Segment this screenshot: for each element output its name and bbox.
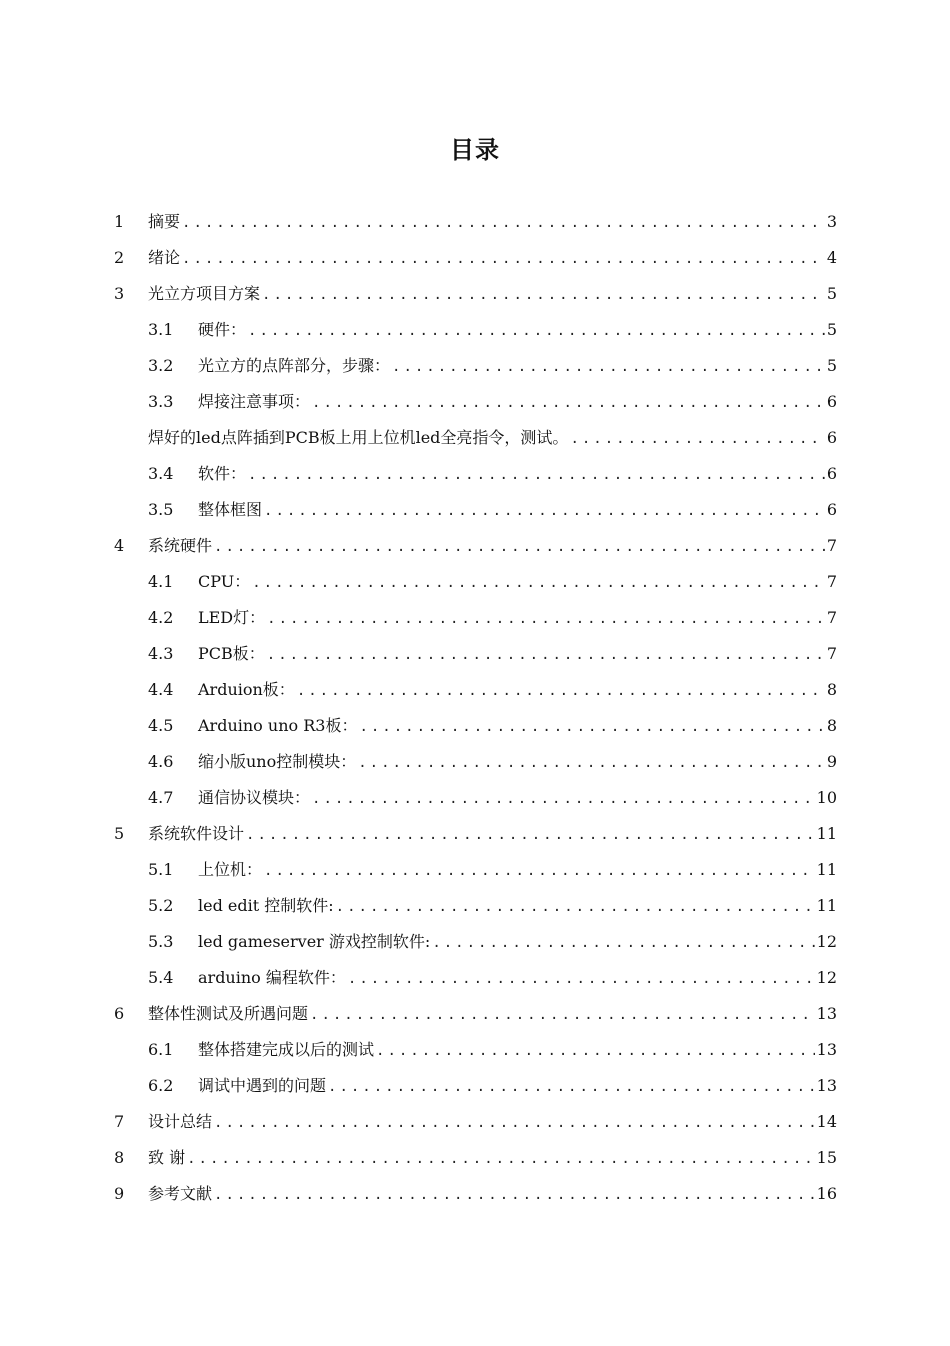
toc-entry-number: 4.5 <box>148 716 174 735</box>
toc-entry-title: 硬件： <box>198 320 247 339</box>
toc-entry-page-number: 6 <box>826 500 837 519</box>
toc-entry-number: 6 <box>114 1004 125 1023</box>
toc-entry[interactable] <box>110 348 837 384</box>
toc-entry-title: 上位机： <box>198 860 263 879</box>
toc-dot-leader <box>246 817 815 853</box>
toc-dot-leader <box>312 385 825 421</box>
toc-entry-number: 9 <box>114 1184 125 1203</box>
toc-entry[interactable] <box>110 924 837 960</box>
toc-dot-leader <box>432 925 814 961</box>
toc-entry-number: 7 <box>114 1112 125 1131</box>
toc-dot-leader <box>264 493 825 529</box>
toc-entry-number: 4.7 <box>148 788 174 807</box>
toc-dot-leader <box>182 241 825 277</box>
toc-entry-page-number: 12 <box>816 968 837 987</box>
toc-entry-number: 2 <box>114 248 125 267</box>
toc-entry[interactable] <box>110 492 837 528</box>
toc-dot-leader <box>336 889 815 925</box>
toc-entry[interactable] <box>110 456 837 492</box>
toc-entry-title: 绪论 <box>148 248 181 267</box>
toc-entry-page-number: 9 <box>826 752 837 771</box>
toc-entry-page-number: 12 <box>816 932 837 951</box>
toc-entry-title: 焊好的led点阵插到PCB板上用上位机led全亮指令，测试。 <box>148 428 569 447</box>
toc-entry[interactable] <box>110 780 837 816</box>
toc-entry-title: CPU： <box>198 572 251 591</box>
toc-entry-number: 1 <box>114 212 125 231</box>
toc-dot-leader <box>187 1141 815 1177</box>
toc-dot-leader <box>570 421 824 457</box>
toc-entry[interactable] <box>110 744 837 780</box>
toc-entry-page-number: 5 <box>826 320 837 339</box>
toc-entry-title: 整体性测试及所遇问题 <box>148 1004 309 1023</box>
toc-entry-page-number: 13 <box>816 1076 837 1095</box>
toc-title: 目录 <box>450 136 500 164</box>
toc-dot-leader <box>358 745 825 781</box>
toc-entry-number: 5.1 <box>148 860 174 879</box>
toc-entry-title: 摘要 <box>148 212 181 231</box>
toc-entry-page-number: 8 <box>826 680 837 699</box>
toc-entry-page-number: 11 <box>816 824 837 843</box>
toc-dot-leader <box>214 1105 815 1141</box>
toc-entry-page-number: 16 <box>816 1184 837 1203</box>
toc-entry[interactable] <box>110 996 837 1032</box>
toc-entry-number: 4.3 <box>148 644 174 663</box>
toc-list <box>110 204 837 1212</box>
toc-entry-title: PCB板： <box>198 644 265 663</box>
toc-entry-page-number: 15 <box>816 1148 837 1167</box>
toc-entry-page-number: 14 <box>816 1112 837 1131</box>
toc-entry-title: 焊接注意事项： <box>198 392 311 411</box>
toc-entry-page-number: 7 <box>826 536 837 555</box>
toc-entry[interactable] <box>110 708 837 744</box>
toc-entry-title: 光立方项目方案 <box>148 284 261 303</box>
toc-entry-number: 8 <box>114 1148 125 1167</box>
toc-entry-page-number: 7 <box>826 572 837 591</box>
toc-entry[interactable] <box>110 528 837 564</box>
toc-entry-title: 设计总结 <box>148 1112 213 1131</box>
toc-entry-title: Arduino uno R3板： <box>198 716 358 735</box>
toc-entry-page-number: 6 <box>826 392 837 411</box>
toc-entry-number: 5 <box>114 824 125 843</box>
toc-entry-number: 4.6 <box>148 752 174 771</box>
toc-dot-leader <box>264 853 815 889</box>
toc-dot-leader <box>267 637 825 673</box>
toc-entry[interactable] <box>110 276 837 312</box>
toc-entry-page-number: 10 <box>816 788 837 807</box>
toc-entry-page-number: 13 <box>816 1004 837 1023</box>
toc-entry[interactable] <box>110 564 837 600</box>
toc-entry-number: 5.3 <box>148 932 174 951</box>
toc-dot-leader <box>267 601 825 637</box>
toc-entry-page-number: 13 <box>816 1040 837 1059</box>
toc-dot-leader <box>252 565 825 601</box>
toc-entry-title: 通信协议模块： <box>198 788 311 807</box>
toc-entry-number: 3.1 <box>148 320 174 339</box>
toc-dot-leader <box>297 673 825 709</box>
toc-entry[interactable] <box>110 1104 837 1140</box>
toc-entry-number: 4.1 <box>148 572 174 591</box>
toc-dot-leader <box>214 1177 815 1213</box>
toc-entry-page-number: 7 <box>826 644 837 663</box>
toc-entry-number: 3.3 <box>148 392 174 411</box>
toc-entry-page-number: 7 <box>826 608 837 627</box>
toc-entry-title: 光立方的点阵部分，步骤： <box>198 356 391 375</box>
toc-dot-leader <box>182 205 825 241</box>
toc-entry[interactable] <box>110 1176 837 1212</box>
toc-entry-page-number: 5 <box>826 356 837 375</box>
toc-entry-page-number: 11 <box>816 860 837 879</box>
toc-dot-leader <box>328 1069 815 1105</box>
toc-dot-leader <box>376 1033 815 1069</box>
toc-entry[interactable] <box>110 888 837 924</box>
toc-entry-page-number: 4 <box>826 248 837 267</box>
toc-entry-title: LED灯： <box>198 608 266 627</box>
toc-entry-number: 3 <box>114 284 125 303</box>
toc-dot-leader <box>262 277 825 313</box>
toc-entry-page-number: 3 <box>826 212 837 231</box>
toc-dot-leader <box>310 997 815 1033</box>
toc-entry-title: 参考文献 <box>148 1184 213 1203</box>
toc-entry-number: 4.4 <box>148 680 174 699</box>
toc-entry-title: arduino 编程软件： <box>198 968 346 987</box>
toc-dot-leader <box>248 457 825 493</box>
toc-entry-number: 6.2 <box>148 1076 174 1095</box>
toc-entry[interactable] <box>110 384 837 420</box>
toc-entry[interactable] <box>110 312 837 348</box>
toc-entry-page-number: 6 <box>826 464 837 483</box>
toc-entry[interactable] <box>110 960 837 996</box>
toc-entry-title: 软件： <box>198 464 247 483</box>
toc-entry-number: 3.5 <box>148 500 174 519</box>
toc-entry-page-number: 11 <box>816 896 837 915</box>
toc-dot-leader <box>359 709 824 745</box>
toc-entry-page-number: 8 <box>826 716 837 735</box>
toc-entry-title: led edit 控制软件: <box>198 896 334 915</box>
toc-entry-number: 5.4 <box>148 968 174 987</box>
toc-entry[interactable] <box>110 240 837 276</box>
toc-dot-leader <box>392 349 825 385</box>
toc-entry[interactable] <box>110 1140 837 1176</box>
toc-entry-title: 致 谢 <box>148 1148 186 1167</box>
toc-entry[interactable] <box>110 852 837 888</box>
toc-entry-number: 3.4 <box>148 464 174 483</box>
toc-entry[interactable] <box>110 600 837 636</box>
toc-entry-number: 5.2 <box>148 896 174 915</box>
toc-entry-page-number: 5 <box>826 284 837 303</box>
toc-entry[interactable] <box>110 204 837 240</box>
toc-entry-title: 缩小版uno控制模块： <box>198 752 357 771</box>
toc-dot-leader <box>348 961 815 997</box>
toc-entry-title: 整体搭建完成以后的测试 <box>198 1040 375 1059</box>
toc-entry[interactable] <box>110 816 837 852</box>
toc-entry-number: 6.1 <box>148 1040 174 1059</box>
toc-dot-leader <box>312 781 815 817</box>
toc-entry[interactable] <box>110 1068 837 1104</box>
toc-entry[interactable] <box>110 672 837 708</box>
toc-entry-title: 系统硬件 <box>148 536 213 555</box>
toc-entry-title: 整体框图 <box>198 500 263 519</box>
toc-entry[interactable] <box>110 1032 837 1068</box>
toc-entry-title: led gameserver 游戏控制软件: <box>198 932 431 951</box>
toc-entry[interactable] <box>110 420 837 456</box>
toc-entry[interactable] <box>110 636 837 672</box>
toc-entry-title: 调试中遇到的问题 <box>198 1076 327 1095</box>
toc-dot-leader <box>248 313 825 349</box>
toc-entry-title: Arduion板： <box>198 680 295 699</box>
toc-entry-number: 4 <box>114 536 125 555</box>
toc-dot-leader <box>214 529 825 565</box>
toc-entry-number: 3.2 <box>148 356 174 375</box>
toc-entry-number: 4.2 <box>148 608 174 627</box>
toc-entry-title: 系统软件设计 <box>148 824 245 843</box>
toc-entry-page-number: 6 <box>826 428 837 447</box>
